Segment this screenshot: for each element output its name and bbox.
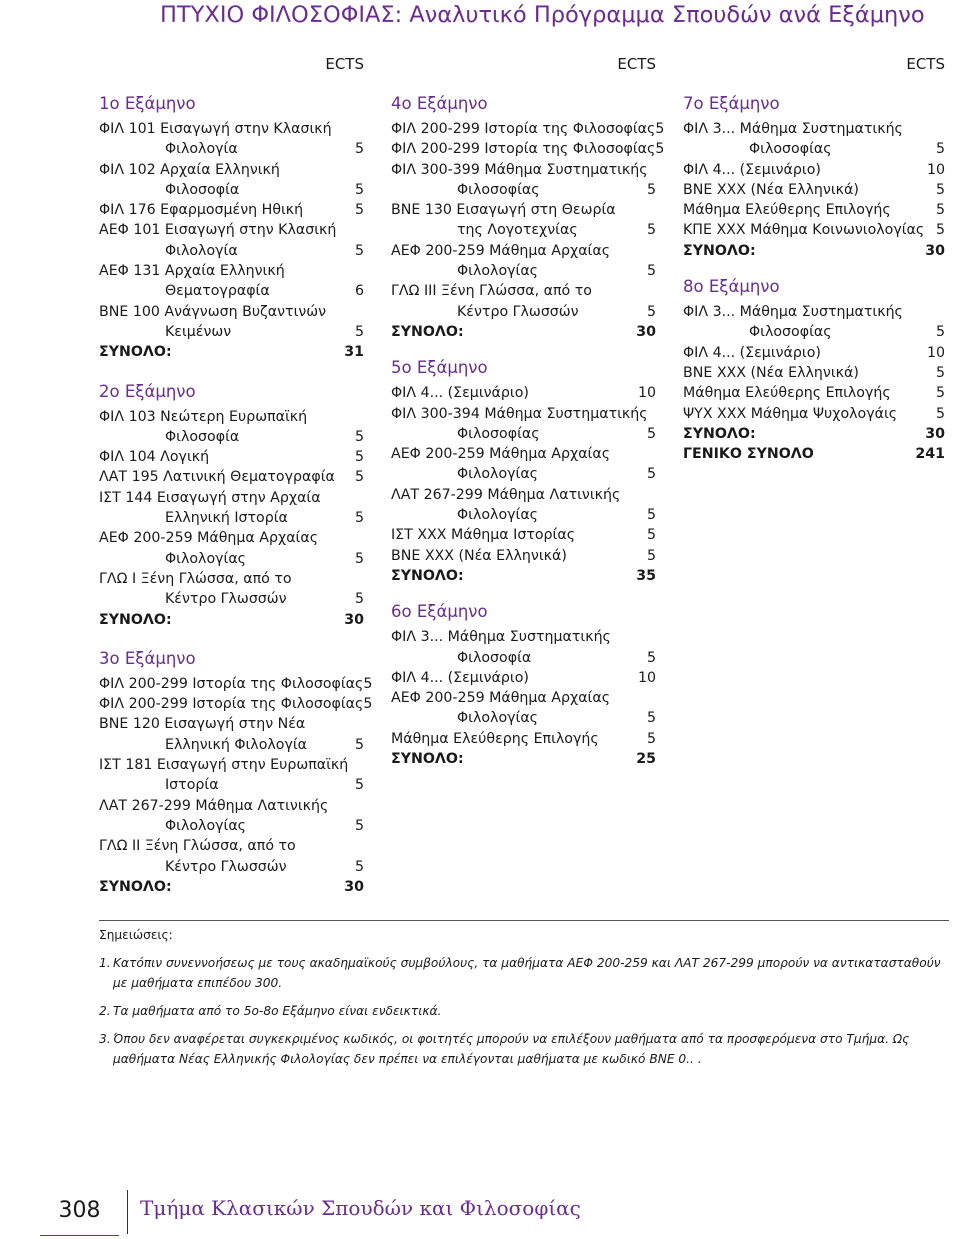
semester-total: ΣΥΝΟΛΟ: 31 <box>99 344 364 361</box>
course-row <box>391 648 656 668</box>
course-row <box>391 485 656 505</box>
course-ects: 5 <box>354 469 364 486</box>
course-ects: 5 <box>354 242 364 259</box>
course-row <box>683 302 945 322</box>
course-text: Φιλολογία <box>165 242 238 259</box>
course-text: ΦΙΛ 103 Νεώτερη Ευρωπαϊκή <box>99 408 308 425</box>
course-ects: 5 <box>354 323 364 340</box>
course-text: Φιλολογία <box>165 141 238 158</box>
course-text: Φιλολογίας <box>457 466 538 483</box>
course-row <box>391 464 656 484</box>
course-row <box>99 816 364 836</box>
course-ects: 5 <box>354 449 364 466</box>
semester-total: ΣΥΝΟΛΟ: 30 <box>683 425 945 442</box>
course-text: ΒΝΕ ΧΧΧ (Νέα Ελληνικά) <box>683 364 859 381</box>
semester-heading: 2ο Εξάμηνο <box>99 381 196 401</box>
course-text: ΓΛΩ ΙΙ Ξένη Γλώσσα, από το <box>99 838 296 855</box>
course-ects: 5 <box>354 736 364 753</box>
course-text: ΦΙΛ 300-399 Μάθημα Συστηματικής <box>391 161 648 178</box>
course-text: Φιλοσοφία <box>165 428 240 445</box>
course-row <box>391 546 656 566</box>
course-row <box>391 119 665 139</box>
course-list <box>391 383 656 566</box>
course-row <box>391 729 656 749</box>
course-ects: 5 <box>646 263 656 280</box>
course-row <box>99 180 364 200</box>
course-text: ΒΝΕ ΧΧΧ (Νέα Ελληνικά) <box>391 547 567 564</box>
course-row <box>683 160 945 180</box>
course-ects: 5 <box>935 222 945 239</box>
course-row <box>391 404 656 424</box>
column-1 <box>99 52 373 897</box>
course-ects: 10 <box>637 385 656 402</box>
course-row <box>99 241 364 261</box>
column-3 <box>683 52 945 464</box>
semester-heading: 7ο Εξάμηνο <box>683 94 780 113</box>
course-row <box>391 302 656 322</box>
department-name: Τμήμα Κλασικών Σπουδών και Φιλοσοφίας <box>140 1196 581 1220</box>
course-text: ΦΙΛ 102 Αρχαία Ελληνική <box>99 161 280 178</box>
grand-total: ΓΕΝΙΚΟ ΣΥΝΟΛΟ 241 <box>683 446 945 463</box>
course-row <box>99 200 364 220</box>
course-row <box>99 735 364 755</box>
course-text: ΦΙΛ 101 Εισαγωγή στην Κλασική <box>99 121 332 137</box>
course-text: Φιλοσοφίας <box>457 425 540 442</box>
course-text: ΑΕΦ 200-259 Μάθημα Αρχαίας <box>391 690 611 707</box>
course-row <box>391 444 656 464</box>
course-text: ΦΙΛ 4... (Σεμινάριο) <box>391 385 529 402</box>
course-ects: 5 <box>646 710 656 727</box>
course-ects: 5 <box>354 858 364 875</box>
ects-header: ECTS <box>325 55 364 73</box>
course-text: ΓΛΩ Ι Ξένη Γλώσσα, από το <box>99 570 292 587</box>
course-ects: 5 <box>935 324 945 341</box>
course-text: ΛΑΤ 195 Λατινική Θεματογραφία <box>99 469 335 486</box>
course-text: Ιστορία <box>165 777 219 794</box>
course-text: Φιλολογίας <box>457 710 538 727</box>
course-text: ΑΕΦ 200-259 Μάθημα Αρχαίας <box>391 242 611 259</box>
semester-heading: 8ο Εξάμηνο <box>683 277 780 297</box>
semester-total: ΣΥΝΟΛΟ: 30 <box>683 242 945 259</box>
course-text: ΙΣΤ 181 Εισαγωγή στην Ευρωπαϊκή <box>99 757 349 774</box>
course-text: της Λογοτεχνίας <box>457 222 578 239</box>
course-row <box>391 383 656 403</box>
course-row <box>99 694 373 714</box>
course-row <box>683 200 945 220</box>
course-text: Φιλολογίας <box>457 263 538 280</box>
ects-header: ECTS <box>906 55 945 73</box>
semester-heading: 3ο Εξάμηνο <box>99 648 196 668</box>
course-ects: 5 <box>354 777 364 794</box>
course-text: Μάθημα Ελεύθερης Επιλογής <box>391 730 599 747</box>
course-text: Φιλοσοφίας <box>749 324 832 341</box>
course-ects: 5 <box>354 591 364 608</box>
course-row <box>391 200 656 220</box>
course-ects: 5 <box>646 466 656 483</box>
course-row <box>99 549 364 569</box>
note-item: 2. Τα μαθήματα από το 5ο-8ο Εξάμηνο είναι ενδεικτικά. <box>99 1004 442 1018</box>
course-row <box>99 674 373 694</box>
course-row <box>99 220 364 240</box>
course-row <box>99 160 364 180</box>
course-text: Κέντρο Γλωσσών <box>165 591 287 608</box>
course-text: ΙΣΤ 144 Εισαγωγή στην Αρχαία <box>99 489 321 506</box>
course-text: ΑΕΦ 200-259 Μάθημα Αρχαίας <box>99 530 319 547</box>
course-ects: 5 <box>935 405 945 422</box>
course-row <box>99 427 364 447</box>
course-ects: 5 <box>646 222 656 239</box>
course-ects: 5 <box>354 141 364 158</box>
course-row <box>391 261 656 281</box>
course-text: ΒΝΕ ΧΧΧ (Νέα Ελληνικά) <box>683 181 859 198</box>
semester-total: ΣΥΝΟΛΟ: 30 <box>391 323 656 340</box>
course-text: ΛΑΤ 267-299 Μάθημα Λατινικής <box>391 486 621 503</box>
note-item: 3. Όπου δεν αναφέρεται συγκεκριμένος κωδικός, οι φοιτητές μπορούν να επιλέξουν μαθήματα από τα προσφερόμενα στο Τμήμα. Ως μαθήματα Νέας Ελληνικής Φιλολογίας δεν πρέπει να επιλέγονται μαθήματα με κωδικό ΒΝΕ 0.. . <box>99 1032 910 1066</box>
semester-total: ΣΥΝΟΛΟ: 35 <box>391 567 656 584</box>
course-row <box>99 589 364 609</box>
course-text: ΚΠΕ ΧΧΧ Μάθημα Κοινωνιολογίας <box>683 222 925 239</box>
course-list <box>683 302 945 424</box>
course-row <box>99 467 364 487</box>
course-text: Ελληνική Φιλολογία <box>165 736 308 753</box>
course-text: Φιλοσοφία <box>165 181 240 198</box>
course-text: Φιλοσοφίας <box>749 141 832 158</box>
course-row <box>391 627 656 647</box>
notes-heading: Σημειώσεις: <box>99 928 173 942</box>
course-text: Φιλολογίας <box>165 550 246 567</box>
course-text: ΒΝΕ 130 Εισαγωγή στη Θεωρία <box>391 202 616 219</box>
course-row <box>391 688 656 708</box>
course-text: ΑΕΦ 200-259 Μάθημα Αρχαίας <box>391 446 611 463</box>
course-list <box>391 627 656 749</box>
course-ects: 5 <box>646 649 656 666</box>
course-row <box>99 714 364 734</box>
course-ects: 5 <box>354 202 364 219</box>
course-text: Ελληνική Ιστορία <box>165 510 288 527</box>
course-ects: 5 <box>646 425 656 442</box>
course-text: Κέντρο Γλωσσών <box>165 858 287 875</box>
course-row <box>99 508 364 528</box>
course-text: ΦΙΛ 176 Εφαρμοσμένη Ηθική <box>99 202 304 219</box>
course-row <box>391 668 656 688</box>
course-ects: 5 <box>646 181 656 198</box>
course-row <box>391 505 656 525</box>
course-text: ΦΙΛ 200-299 Ιστορία της Φιλοσοφίας5 <box>391 141 665 158</box>
course-row <box>99 281 364 301</box>
semester-total: ΣΥΝΟΛΟ: 25 <box>391 751 656 768</box>
course-row <box>391 139 665 159</box>
course-ects: 10 <box>637 669 656 686</box>
course-text: Κειμένων <box>165 323 232 340</box>
course-row <box>683 404 945 424</box>
course-row <box>99 488 364 508</box>
course-ects: 5 <box>935 364 945 381</box>
course-row <box>99 775 364 795</box>
course-row <box>391 160 656 180</box>
course-text: Θεματογραφία <box>165 283 270 300</box>
course-row <box>99 261 364 281</box>
course-ects: 5 <box>354 428 364 445</box>
course-row <box>99 119 364 139</box>
course-ects: 5 <box>935 385 945 402</box>
course-text: ΒΝΕ 120 Εισαγωγή στην Νέα <box>99 716 306 733</box>
course-row <box>99 322 364 342</box>
course-text: ΦΙΛ 3... Μάθημα Συστηματικής <box>391 629 611 646</box>
course-list <box>99 119 364 342</box>
course-row <box>391 525 656 545</box>
course-text: ΦΙΛ 200-299 Ιστορία της Φιλοσοφίας5 <box>99 675 373 692</box>
course-row <box>391 241 656 261</box>
course-row <box>99 755 364 775</box>
course-list <box>99 674 373 877</box>
course-ects: 5 <box>354 181 364 198</box>
course-row <box>99 796 364 816</box>
course-text: ΨΥΧ ΧΧΧ Μάθημα Ψυχολογάις <box>683 405 898 422</box>
course-text: Φιλολογίας <box>165 817 246 834</box>
course-text: ΑΕΦ 131 Αρχαία Ελληνική <box>99 263 285 280</box>
course-ects: 5 <box>354 510 364 527</box>
course-text: ΛΑΤ 267-299 Μάθημα Λατινικής <box>99 797 329 814</box>
ects-header: ECTS <box>617 55 656 73</box>
course-ects: 10 <box>926 344 945 361</box>
course-text: Φιλολογίας <box>457 507 538 524</box>
course-text: ΒΝΕ 100 Ανάγνωση Βυζαντινών <box>99 303 327 320</box>
course-ects: 6 <box>354 283 364 300</box>
course-row <box>99 836 364 856</box>
page-title: ΠΤΥΧΙΟ ΦΙΛΟΣΟΦΙΑΣ: Αναλυτικό Πρόγραμμα Σπουδών ανά Εξάμηνο <box>160 2 925 28</box>
course-text: ΙΣΤ ΧΧΧ Μάθημα Ιστορίας <box>391 527 576 544</box>
semester-heading: 6ο Εξάμηνο <box>391 602 488 622</box>
course-row <box>99 447 364 467</box>
course-text: Μάθημα Ελεύθερης Επιλογής <box>683 385 891 402</box>
course-ects: 5 <box>646 303 656 320</box>
semester-heading: 4ο Εξάμηνο <box>391 94 488 113</box>
course-text: ΦΙΛ 200-299 Ιστορία της Φιλοσοφίας5 <box>99 696 373 713</box>
course-ects: 5 <box>935 141 945 158</box>
footer-divider <box>127 1190 128 1234</box>
course-row <box>99 407 364 427</box>
course-list <box>99 407 364 610</box>
course-row <box>391 424 656 444</box>
notes-section <box>99 920 949 1077</box>
course-ects: 5 <box>354 817 364 834</box>
course-ects: 5 <box>646 730 656 747</box>
course-row <box>683 383 945 403</box>
course-ects: 5 <box>646 507 656 524</box>
course-text: Μάθημα Ελεύθερης Επιλογής <box>683 202 891 219</box>
course-row <box>391 180 656 200</box>
course-ects: 10 <box>926 161 945 178</box>
course-row <box>99 569 364 589</box>
course-ects: 5 <box>935 181 945 198</box>
course-row <box>99 857 364 877</box>
course-row <box>99 528 364 548</box>
course-text: ΦΙΛ 200-299 Ιστορία της Φιλοσοφίας5 <box>391 121 665 137</box>
course-row <box>99 139 364 159</box>
semester-total: ΣΥΝΟΛΟ: 30 <box>99 878 364 895</box>
note-item: 1. Κατόπιν συνεννοήσεως με τους ακαδημαϊκούς συμβούλους, τα μαθήματα ΑΕΦ 200-259 και ΛΑΤ 267-299 μπορούν να αντικατασταθούν με μαθήματα επιπέδου 300. <box>99 956 941 990</box>
course-text: ΓΛΩ ΙΙΙ Ξένη Γλώσσα, από το <box>391 283 592 300</box>
course-text: ΦΙΛ 3... Μάθημα Συστηματικής <box>683 304 903 321</box>
page-footer <box>0 1186 960 1236</box>
course-text: Φιλοσοφίας <box>457 181 540 198</box>
course-list <box>683 119 945 241</box>
course-text: ΑΕΦ 101 Εισαγωγή στην Κλασική <box>99 222 337 239</box>
course-ects: 5 <box>935 202 945 219</box>
column-2 <box>391 52 665 769</box>
course-row <box>99 302 364 322</box>
semester-total: ΣΥΝΟΛΟ: 30 <box>99 611 364 628</box>
course-row <box>391 281 656 301</box>
course-text: ΦΙΛ 4... (Σεμινάριο) <box>683 161 821 178</box>
semester-heading: 1ο Εξάμηνο <box>99 94 196 113</box>
page-number: 308 <box>40 1187 119 1235</box>
course-text: ΦΙΛ 3... Μάθημα Συστηματικής <box>683 121 903 137</box>
semester-heading: 5ο Εξάμηνο <box>391 358 488 378</box>
course-ects: 5 <box>354 550 364 567</box>
course-text: ΦΙΛ 4... (Σεμινάριο) <box>391 669 529 686</box>
course-text: Φιλοσοφία <box>457 649 532 666</box>
course-ects: 5 <box>646 527 656 544</box>
course-row <box>683 119 945 139</box>
course-text: ΦΙΛ 300-394 Μάθημα Συστηματικής <box>391 405 648 422</box>
course-row <box>683 180 945 200</box>
course-row <box>683 343 945 363</box>
course-text: ΦΙΛ 104 Λογική <box>99 449 210 466</box>
course-row <box>391 708 656 728</box>
course-list <box>391 119 665 322</box>
course-row <box>391 220 656 240</box>
course-row <box>683 220 945 240</box>
course-ects: 5 <box>646 547 656 564</box>
course-row <box>683 322 945 342</box>
course-row <box>683 363 945 383</box>
course-row <box>683 139 945 159</box>
course-text: Κέντρο Γλωσσών <box>457 303 579 320</box>
course-text: ΦΙΛ 4... (Σεμινάριο) <box>683 344 821 361</box>
